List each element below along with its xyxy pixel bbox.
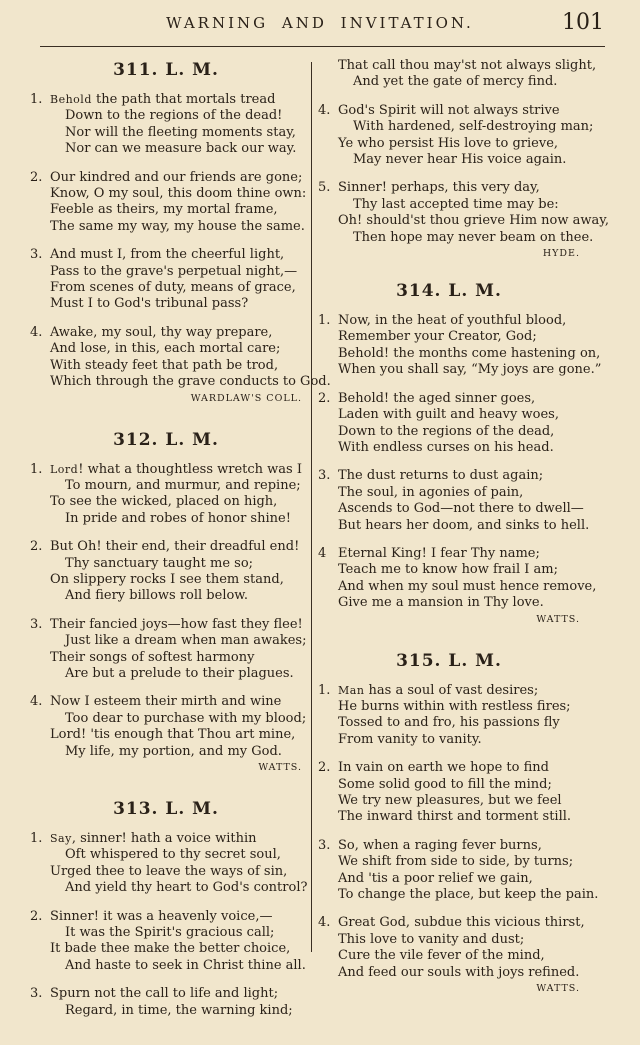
verse-line: And when my soul must hence remove, — [338, 578, 597, 594]
verse-line: The same my way, my house the same. — [50, 218, 305, 234]
verse-line: He burns within with restless fires; — [338, 698, 571, 714]
verse-line — [318, 313, 580, 329]
verse-line: From vanity to vanity. — [338, 731, 482, 747]
verse-text: So, when a raging fever burns, — [338, 837, 542, 853]
stanza-number: 4. — [318, 102, 331, 118]
stanza-number: 4. — [30, 694, 43, 710]
verse-text: But Oh! their end, their dreadful end! — [50, 539, 300, 555]
page-number: 101 — [562, 10, 604, 35]
verse-text: Behold — [50, 93, 92, 106]
verse-line — [318, 468, 580, 484]
running-title: WARNING AND INVITATION. — [166, 14, 474, 32]
verse-line: Remember your Creator, God; — [338, 329, 537, 345]
stanza-number: 3. — [318, 837, 331, 853]
verse-line — [30, 909, 302, 925]
stanza-number: 2. — [30, 539, 43, 555]
hymn-author: WARDLAW'S COLL. — [190, 392, 302, 404]
stanza — [318, 683, 580, 749]
stanza — [30, 616, 307, 683]
stanza — [318, 180, 609, 246]
stanza — [318, 545, 597, 612]
verse-line — [30, 617, 302, 633]
verse-line: Lord! 'tis enough that Thou art mine, — [50, 727, 296, 743]
stanza-number: 2. — [30, 908, 43, 924]
verse-text: Eternal King! I fear Thy name; — [338, 545, 540, 561]
verse-text: Now I esteem their mirth and wine — [50, 694, 282, 710]
verse-line — [30, 92, 302, 108]
verse-text: Their fancied joys—how fast they flee! — [50, 616, 303, 632]
stanza — [30, 247, 302, 313]
verse-line: When you shall say, “My joys are gone.” — [338, 362, 602, 378]
verse-line — [30, 831, 302, 847]
verse-line — [318, 760, 580, 776]
verse-line: Must I to God's tribunal pass? — [50, 296, 249, 312]
verse-line — [30, 539, 302, 555]
verse-text: Spurn not the call to life and light; — [50, 986, 279, 1002]
verse-line: And lose, in this, each mortal care; — [50, 341, 281, 357]
verse-line: That call thou may'st not always slight, — [338, 58, 597, 73]
verse-line: And yet the gate of mercy find. — [353, 74, 558, 90]
verse-line: It was the Spirit's gracious call; — [65, 925, 275, 941]
verse-line: Regard, in time, the warning kind; — [65, 1002, 293, 1018]
verse-line — [318, 180, 580, 196]
verse-text: In vain on earth we hope to find — [338, 760, 549, 776]
stanza-number: 1. — [30, 831, 43, 846]
hymn-title: 313. L. M. — [113, 799, 219, 819]
verse-text: And must I, from the cheerful light, — [50, 247, 285, 263]
verse-line: To see the wicked, placed on high, — [50, 494, 278, 510]
stanza-number: 2. — [318, 760, 331, 776]
verse-line: Thy last accepted time may be: — [353, 196, 559, 212]
hymn-313-continued — [318, 58, 609, 260]
stanza-number: 4. — [30, 324, 43, 340]
stanza-number: 5. — [318, 180, 331, 196]
hymn-313 — [30, 799, 308, 1019]
verse-line — [30, 462, 302, 478]
stanza-number: 4. — [318, 915, 331, 931]
verse-line — [30, 694, 302, 710]
hymn-title: 315. L. M. — [396, 650, 502, 671]
verse-line: Which through the grave conducts to God. — [50, 374, 331, 390]
verse-line: And fiery billows roll below. — [65, 588, 249, 604]
verse-line: And yield thy heart to God's control? — [65, 880, 308, 896]
verse-line: Oft whispered to thy secret soul, — [65, 847, 281, 863]
verse-line: And feed our souls with joys refined. — [338, 964, 580, 980]
left-column — [30, 58, 331, 1045]
stanza-number: 3. — [30, 616, 43, 632]
hymn-314 — [318, 281, 602, 625]
verse-line: Down to the regions of the dead! — [65, 108, 283, 124]
stanza — [30, 169, 307, 236]
stanza-number: 3. — [30, 986, 43, 1002]
stanza — [318, 391, 580, 457]
stanza-number: 1. — [318, 313, 331, 329]
verse-line: May never hear His voice again. — [353, 152, 567, 168]
verse-line — [30, 247, 302, 263]
right-column — [318, 58, 609, 1020]
verse-text: Our kindred and our friends are gone; — [50, 169, 303, 185]
verse-line: Tossed to and fro, his passions fly — [338, 715, 560, 731]
verse-line: My life, my portion, and my God. — [65, 743, 282, 759]
stanza — [30, 694, 307, 760]
verse-line: To change the place, but keep the pain. — [338, 887, 599, 903]
stanza-number: 1. — [318, 682, 331, 698]
verse-line: On slippery rocks I see them stand, — [50, 571, 284, 587]
stanza — [30, 462, 302, 528]
stanza — [318, 915, 585, 981]
stanza — [30, 539, 302, 605]
hymn-author: WATTS. — [536, 983, 580, 995]
verse-text: , sinner! hath a voice within — [71, 831, 257, 846]
verse-line — [318, 103, 580, 119]
stanza — [30, 831, 308, 897]
verse-line — [30, 986, 302, 1002]
hymn-title: 314. L. M. — [396, 281, 502, 302]
verse-line: With endless curses on his head. — [338, 439, 554, 455]
stanza-number: 3. — [30, 247, 43, 263]
stanza-number: 4 — [318, 545, 327, 561]
verse-line — [318, 915, 585, 931]
verse-line: This love to vanity and dust; — [338, 931, 525, 947]
verse-line: Thy sanctuary taught me so; — [65, 555, 254, 571]
hymn-title: 311. L. M. — [113, 60, 219, 80]
verse-text: ! what a thoughtless wretch was I — [78, 461, 302, 477]
verse-line: Too dear to purchase with my blood; — [65, 710, 307, 726]
stanza — [318, 760, 580, 826]
stanza-number: 1. — [30, 92, 43, 107]
verse-line: And 'tis a poor relief we gain, — [338, 870, 533, 886]
hymn-312 — [30, 429, 307, 774]
verse-line: And haste to seek in Christ thine all. — [65, 957, 306, 973]
verse-text: Sinner! perhaps, this very day, — [338, 180, 540, 196]
verse-line: Their songs of softest harmony — [50, 649, 255, 665]
verse-text: Say — [50, 832, 72, 845]
stanza-number: 1. — [30, 461, 43, 477]
verse-line — [318, 683, 580, 699]
hymn-author: WATTS. — [258, 762, 302, 773]
stanza-number: 2. — [30, 169, 43, 185]
verse-text: Great God, subdue this vicious thirst, — [338, 915, 585, 931]
stanza — [318, 102, 594, 169]
verse-line: Know, O my soul, this doom thine own: — [50, 186, 307, 202]
stanza — [30, 908, 306, 975]
verse-line: Down to the regions of the dead, — [338, 423, 555, 439]
verse-line: With hardened, self-destroying man; — [353, 119, 594, 135]
stanza — [318, 837, 599, 904]
stanza-number: 2. — [318, 390, 331, 406]
verse-line: From scenes of duty, means of grace, — [50, 280, 296, 296]
verse-line — [30, 325, 302, 341]
hymn-author: WATTS. — [536, 613, 580, 625]
verse-line: Cure the vile fever of the mind, — [338, 948, 545, 964]
verse-line: Ascends to God—not there to dwell— — [338, 501, 584, 517]
verse-line: We shift from side to side, by turns; — [338, 854, 574, 870]
verse-text: Sinner! it was a heavenly voice,— — [50, 908, 273, 924]
verse-text: has a soul of vast desires; — [364, 682, 539, 698]
hymn-title: 312. L. M. — [113, 429, 219, 450]
hymn-315 — [318, 650, 599, 995]
verse-line: It bade thee make the better choice, — [50, 941, 291, 957]
verse-line — [318, 391, 580, 407]
stanza — [318, 58, 597, 91]
verse-text: Now, in the heat of youthful blood, — [338, 313, 567, 329]
stanza-number: 3. — [318, 468, 331, 484]
verse-line: Give me a mansion in Thy love. — [338, 595, 544, 611]
verse-line: In pride and robes of honor shine! — [65, 510, 291, 526]
stanza — [30, 986, 302, 1019]
verse-line: Are but a prelude to their plagues. — [65, 665, 294, 681]
hymn-311 — [30, 60, 331, 404]
header-rule — [40, 46, 605, 47]
verse-text: the path that mortals tread — [91, 92, 276, 107]
stanza — [318, 313, 602, 379]
verse-line: But hears her doom, and sinks to hell. — [338, 517, 590, 533]
verse-text: The dust returns to dust again; — [338, 468, 544, 484]
verse-line: Oh! should'st thou grieve Him now away, — [338, 213, 609, 229]
verse-line: The inward thirst and torment still. — [338, 809, 572, 825]
verse-line — [30, 170, 302, 186]
verse-line: Laden with guilt and heavy woes, — [338, 407, 559, 423]
verse-line: Some solid good to fill the mind; — [338, 776, 552, 792]
stanza — [318, 468, 590, 534]
verse-line: To mourn, and murmur, and repine; — [65, 477, 301, 493]
verse-line: We try new pleasures, but we feel — [338, 793, 562, 808]
verse-line: Teach me to know how frail I am; — [338, 562, 558, 578]
verse-line: Nor will the fleeting moments stay, — [65, 124, 296, 140]
stanza — [30, 92, 302, 158]
verse-line: Pass to the grave's perpetual night,— — [50, 263, 298, 279]
verse-line: The soul, in agonies of pain, — [338, 484, 524, 500]
hymn-author: HYDE. — [542, 248, 580, 260]
verse-text: God's Spirit will not always strive — [338, 102, 560, 118]
verse-text: Man — [338, 683, 365, 697]
verse-line: Ye who persist His love to grieve, — [338, 135, 559, 151]
verse-line: Then hope may never beam on thee. — [353, 229, 594, 245]
verse-line — [318, 838, 580, 854]
verse-text: Behold! the aged sinner goes, — [338, 390, 536, 406]
verse-line: Urged thee to leave the ways of sin, — [50, 863, 288, 879]
verse-text: Awake, my soul, thy way prepare, — [50, 324, 273, 340]
verse-line: Just like a dream when man awakes; — [65, 633, 307, 649]
verse-text: Lord — [50, 462, 79, 476]
verse-line: Nor can we measure back our way. — [65, 141, 297, 157]
verse-line: Behold! the months come hastening on, — [338, 345, 601, 361]
verse-line: With steady feet that path be trod, — [50, 357, 279, 373]
verse-line — [318, 546, 580, 562]
column-divider — [311, 62, 312, 952]
stanza — [30, 324, 331, 391]
verse-line: Feeble as theirs, my mortal frame, — [50, 202, 278, 218]
